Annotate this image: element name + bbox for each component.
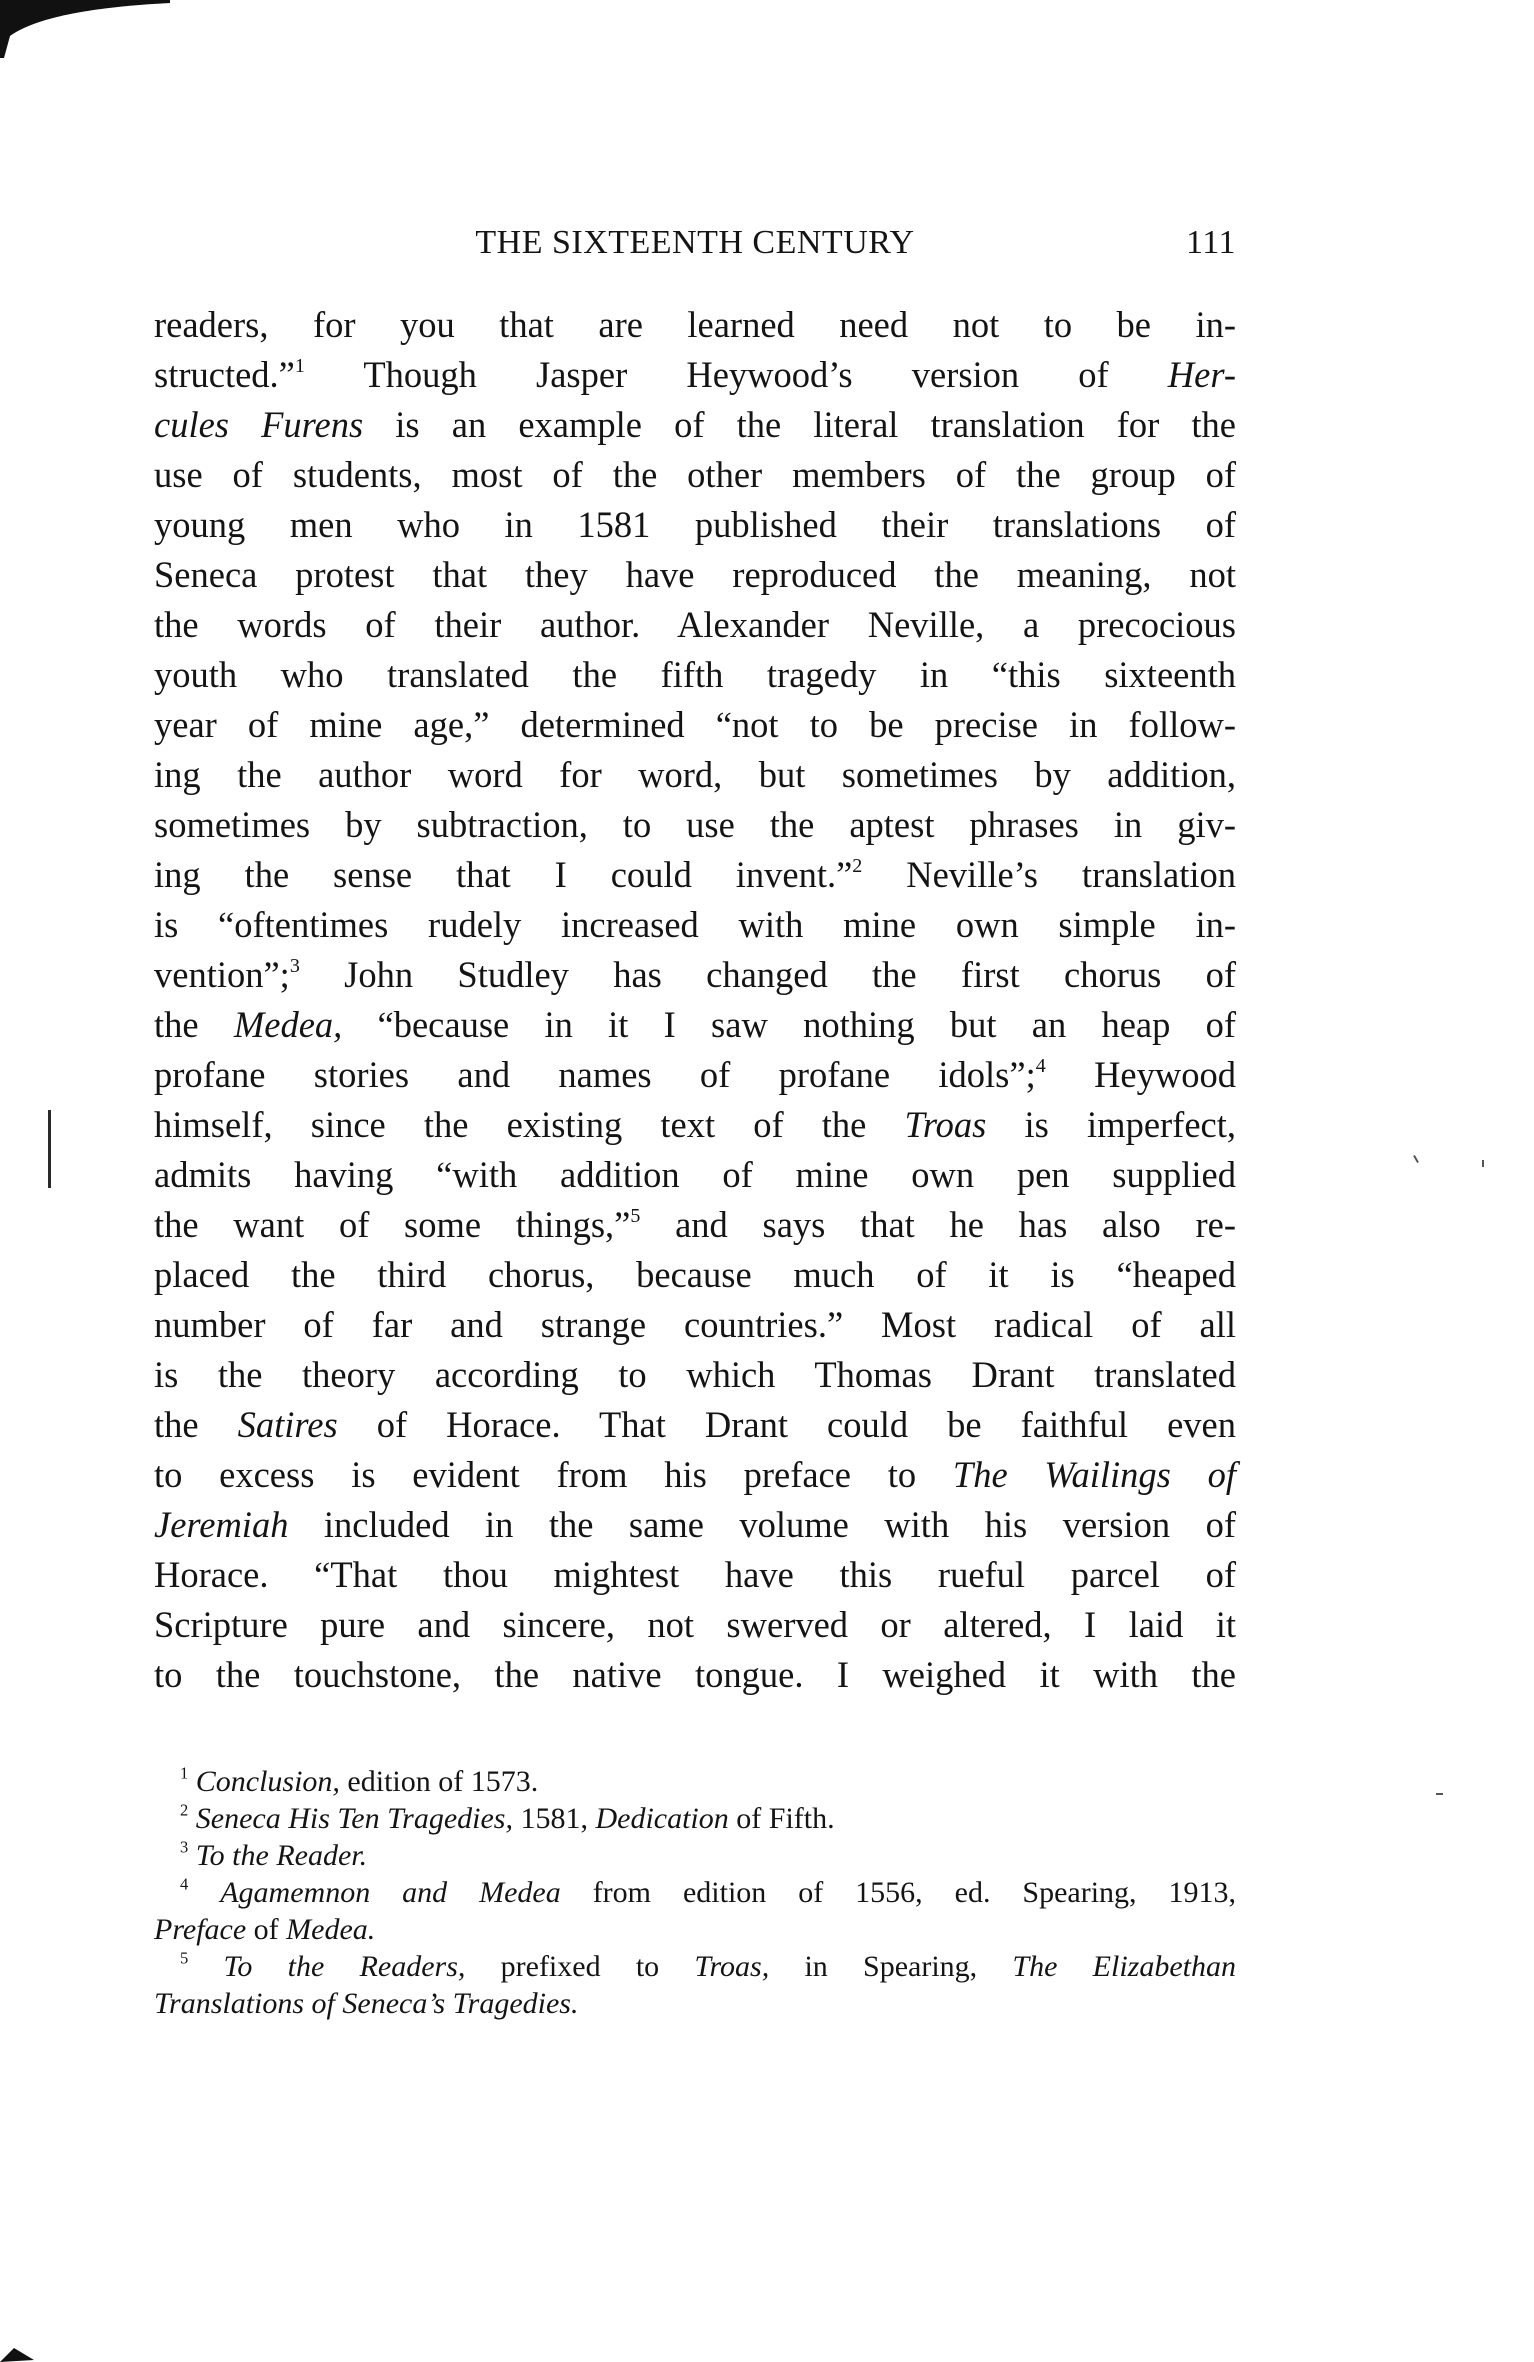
text-line: sometimes by subtraction, to use the aptest phrases in giv- — [154, 804, 1236, 845]
text-line: cules Furens is an example of the literal translation for the — [154, 404, 1236, 445]
text-line: use of students, most of the other members of the group of — [154, 454, 1236, 495]
running-head — [154, 224, 1236, 274]
scan-speck — [1482, 1160, 1484, 1167]
footnote: $^4$ Agamemnon and Medea from edition of 1556, ed. Spearing, 1913, — [180, 1874, 1237, 1909]
scan-corner-mark — [0, 2332, 40, 2362]
text-line: admits having “with addition of mine own pen supplied — [154, 1154, 1236, 1195]
text-line: ing the sense that I could invent.”$^2$ Neville’s translation — [154, 854, 1236, 895]
footnote-continuation: Translations of Seneca’s Tragedies. — [154, 1987, 579, 2020]
text-line: structed.”$^1$ Though Jasper Heywood’s version of Her- — [154, 354, 1236, 395]
text-line: young men who in 1581 published their translations of — [154, 504, 1236, 545]
footnotes — [154, 1763, 1236, 2022]
text-line: himself, since the existing text of the Troas is imperfect, — [154, 1104, 1236, 1145]
footnote: $^1$ Conclusion, edition of 1573. — [180, 1763, 539, 1798]
margin-mark — [48, 1110, 51, 1188]
body-text — [154, 300, 1236, 1700]
text-line: vention”;$^3$ John Studley has changed the first chorus of — [154, 954, 1236, 995]
footnote-continuation: Preface of Medea. — [154, 1913, 376, 1946]
text-line: ing the author word for word, but sometimes by addition, — [154, 754, 1236, 795]
text-line: youth who translated the fifth tragedy in “this sixteenth — [154, 654, 1236, 695]
scan-corner-mark — [0, 0, 170, 60]
footnote-ref: 4 — [1035, 1054, 1046, 1077]
text-line: is “oftentimes rudely increased with mine own simple in- — [154, 904, 1236, 945]
text-line: number of far and strange countries.” Most radical of all — [154, 1304, 1236, 1345]
footnote: $^3$ To the Reader. — [180, 1837, 368, 1872]
text-line: the words of their author. Alexander Neville, a precocious — [154, 604, 1236, 645]
text-line: to excess is evident from his preface to The Wailings of — [154, 1454, 1237, 1495]
footnote-ref: 5 — [630, 1204, 641, 1227]
scan-speck — [1413, 1155, 1419, 1163]
text-line: the Medea, “because in it I saw nothing but an heap of — [154, 1004, 1236, 1045]
footnote-ref: 1 — [294, 354, 305, 377]
text-line: placed the third chorus, because much of it is “heaped — [154, 1254, 1236, 1295]
text-line: to the touchstone, the native tongue. I weighed it with the — [154, 1654, 1236, 1695]
text-line: readers, for you that are learned need not to be in- — [154, 304, 1236, 345]
text-line: Scripture pure and sincere, not swerved or altered, I laid it — [154, 1604, 1236, 1645]
text-line: Seneca protest that they have reproduced the meaning, not — [154, 554, 1236, 595]
footnote-ref: 2 — [852, 854, 863, 877]
footnote: $^5$ To the Readers, prefixed to Troas, in Spearing, The Elizabethan — [180, 1948, 1236, 1983]
text-line: is the theory according to which Thomas Drant translated — [154, 1354, 1236, 1395]
footnote: $^2$ Seneca His Ten Tragedies, 1581, Dedication of Fifth. — [180, 1800, 835, 1835]
text-line: year of mine age,” determined “not to be precise in follow- — [154, 704, 1236, 745]
text-line: the Satires of Horace. That Drant could be faithful even — [154, 1404, 1236, 1445]
running-head-title: THE SIXTEENTH CENTURY — [475, 224, 915, 261]
text-line: profane stories and names of profane idols”;$^4$ Heywood — [154, 1054, 1236, 1095]
text-line: the want of some things,”$^5$ and says that he has also re- — [154, 1204, 1236, 1245]
footnote-ref: 3 — [289, 954, 300, 977]
text-line: Jeremiah included in the same volume with his version of — [154, 1504, 1236, 1545]
text-line: Horace. “That thou mightest have this rueful parcel of — [154, 1554, 1236, 1595]
page-number: 111 — [1186, 224, 1236, 261]
scan-speck — [1436, 1793, 1443, 1795]
